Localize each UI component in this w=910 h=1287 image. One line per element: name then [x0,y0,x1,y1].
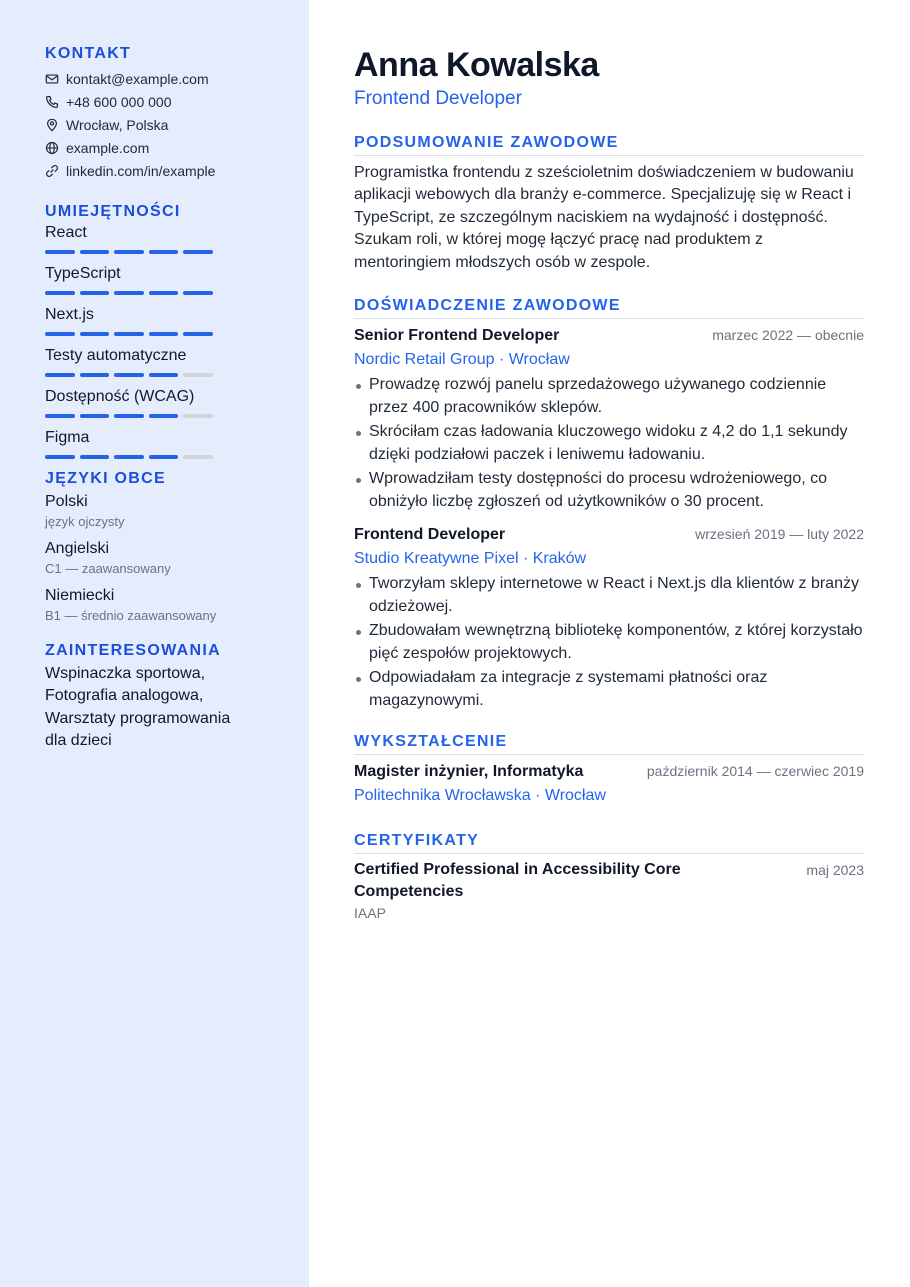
certificate-title: Certified Professional in Accessibility Core Competencies [354,861,681,901]
skill-level-segment-filled [114,250,144,254]
skill-level-segment-filled [149,332,179,336]
language-name: Niemiecki [45,586,115,604]
skill-level-segment-filled [149,250,179,254]
contact-website-text: example.com [66,140,150,157]
experience-section [354,296,864,712]
skill-level-segment-filled [114,332,144,336]
certificate-date: maj 2023 [806,862,864,879]
job-bullets [354,374,864,513]
contact-list [45,67,279,183]
contact-email-text: kontakt@example.com [66,70,209,87]
skill-item [45,427,279,459]
language-name: Angielski [45,539,110,557]
bullet-dot-icon [356,384,361,389]
skill-level-segment-filled [80,373,110,377]
education-date: październik 2014 — czerwiec 2019 [646,763,864,780]
skill-level-segment-filled [149,455,179,459]
skill-level-segment-filled [114,414,144,418]
job-company: Studio Kreatywne Pixel · Kraków [354,550,587,568]
experience-heading: DOŚWIADCZENIE ZAWODOWE [354,296,864,319]
job-header [354,523,864,546]
skill-level-segment-filled [80,291,110,295]
skill-level-meter [45,414,279,418]
contact-linkedin[interactable] [45,160,279,183]
skills-heading: UMIEJĘTNOŚCI [45,202,181,220]
bullet-text: Odpowiadałam za integracje z systemami płatności oraz magazynowymi. [369,669,768,709]
certificate-header [354,859,864,903]
bullet-item [354,573,864,618]
skill-level-segment-filled [149,291,179,295]
summary-section [354,133,864,274]
skill-level-segment-filled [149,414,179,418]
bullet-text: Wprowadziłam testy dostępności do procesu wdrożeniowego, co obniżyło liczbę zgłoszeń od użytkowników o 30 procent. [369,470,828,510]
skill-level-segment-filled [80,414,110,418]
skill-level-segment-filled [80,455,110,459]
skill-level-segment-empty [183,373,213,377]
bullet-item [354,468,864,513]
bullet-text: Tworzyłam sklepy internetowe w React i Next.js dla klientów z branży odzieżowej. [369,575,859,615]
education-entry [354,760,864,807]
certificates-heading: CERTYFIKATY [354,831,864,854]
skill-name: Next.js [45,305,94,323]
skill-item [45,263,279,295]
bullet-text: Skróciłam czas ładowania kluczowego widoku z 4,2 do 1,1 sekundy dzięki podziałowi paczek i leniwemu ładowaniu. [369,423,848,463]
globe-icon [45,141,59,155]
school-name: Politechnika Wrocławska · Wrocław [354,787,606,805]
bullet-text: Prowadzę rozwój panelu sprzedażowego używanego codziennie przez 400 pracowników sklepów. [369,376,827,416]
link-icon [45,164,59,178]
job-title: Frontend Developer [354,526,506,544]
contact-phone-text: +48 600 000 000 [66,93,172,110]
skill-name: Testy automatyczne [45,346,187,364]
skill-name: Figma [45,428,90,446]
contact-phone[interactable] [45,90,279,113]
contact-location-text: Wrocław, Polska [66,116,169,133]
bullet-text: Zbudowałam wewnętrzną bibliotekę komponentów, z której korzystało pięć zespołów projektowych. [369,622,863,662]
skill-name: TypeScript [45,264,121,282]
skill-level-segment-filled [183,250,213,254]
language-item [45,491,279,531]
contact-heading: KONTAKT [45,45,132,62]
skill-level-segment-filled [45,373,75,377]
skill-level-segment-filled [45,455,75,459]
skill-item [45,304,279,336]
skill-level-segment-filled [149,373,179,377]
contact-email[interactable] [45,67,279,90]
job-entry [354,324,864,513]
skill-level-meter [45,332,279,336]
language-level: C1 — zaawansowany [45,560,171,576]
summary-heading: PODSUMOWANIE ZAWODOWE [354,133,864,156]
education-heading: WYKSZTAŁCENIE [354,732,864,755]
job-bullets [354,573,864,712]
interests-heading: ZAINTERESOWANIA [45,641,221,659]
bullet-dot-icon [356,431,361,436]
education-header [354,760,864,783]
skill-name: Dostępność (WCAG) [45,387,195,405]
language-level: język ojczysty [45,513,125,529]
skill-level-segment-filled [183,291,213,295]
skill-level-segment-filled [183,332,213,336]
location-pin-icon [45,118,59,132]
bullet-item [354,620,864,665]
degree-title: Magister inżynier, Informatyka [354,763,584,781]
skill-item [45,222,279,254]
contact-location [45,113,279,136]
job-header [354,324,864,347]
certificate-issuer: IAAP [354,905,386,922]
language-item [45,538,279,578]
contact-linkedin-text: linkedin.com/in/example [66,163,216,180]
certificates-section [354,831,864,922]
phone-icon [45,95,59,109]
bullet-item [354,374,864,419]
contact-website[interactable] [45,137,279,160]
skill-level-segment-empty [183,414,213,418]
skill-level-segment-filled [114,291,144,295]
mail-icon [45,72,59,86]
languages-heading: JĘZYKI OBCE [45,469,166,487]
certificate-entry [354,859,864,922]
skill-level-segment-filled [80,332,110,336]
skill-level-meter [45,291,279,295]
person-name: Anna Kowalska [354,46,599,84]
bullet-dot-icon [356,583,361,588]
bullet-item [354,421,864,466]
skill-name: React [45,223,87,241]
skill-level-segment-filled [114,455,144,459]
main-content [309,0,910,1287]
skill-level-segment-filled [45,291,75,295]
skill-level-segment-filled [80,250,110,254]
job-entry [354,523,864,712]
skill-level-segment-empty [183,455,213,459]
skill-level-segment-filled [45,414,75,418]
skill-item [45,386,279,418]
language-name: Polski [45,492,88,510]
skill-level-segment-filled [45,332,75,336]
languages-list [45,491,279,625]
job-date: wrzesień 2019 — luty 2022 [695,526,864,543]
skill-level-segment-filled [114,373,144,377]
job-date: marzec 2022 — obecnie [712,327,864,344]
skill-item [45,345,279,377]
language-level: B1 — średnio zaawansowany [45,607,217,623]
job-company: Nordic Retail Group · Wrocław [354,351,570,369]
skill-level-meter [45,455,279,459]
bullet-item [354,667,864,712]
bullet-dot-icon [356,630,361,635]
bullet-dot-icon [356,677,361,682]
language-item [45,585,279,625]
skill-level-meter [45,250,279,254]
skill-level-segment-filled [45,250,75,254]
sidebar [0,0,309,1287]
interests-text: Wspinaczka sportowa, Fotografia analogowa, Warsztaty programowania dla dzieci [45,664,231,750]
job-title: Senior Frontend Developer [354,327,560,345]
summary-text: Programistka frontendu z sześcioletnim doświadczeniem w budowaniu aplikacji webowych dla branży e-commerce. Specjalizuję się w React i TypeScript, ze szczególnym naciskiem na wydajność i dostępność. Szukam roli, w której mogę łączyć pracę nad produktem z mentoringiem młodszych osób w zespole. [354,164,854,271]
education-section [354,732,864,807]
skill-level-meter [45,373,279,377]
bullet-dot-icon [356,478,361,483]
skills-list [45,222,279,459]
person-role: Frontend Developer [354,88,522,109]
